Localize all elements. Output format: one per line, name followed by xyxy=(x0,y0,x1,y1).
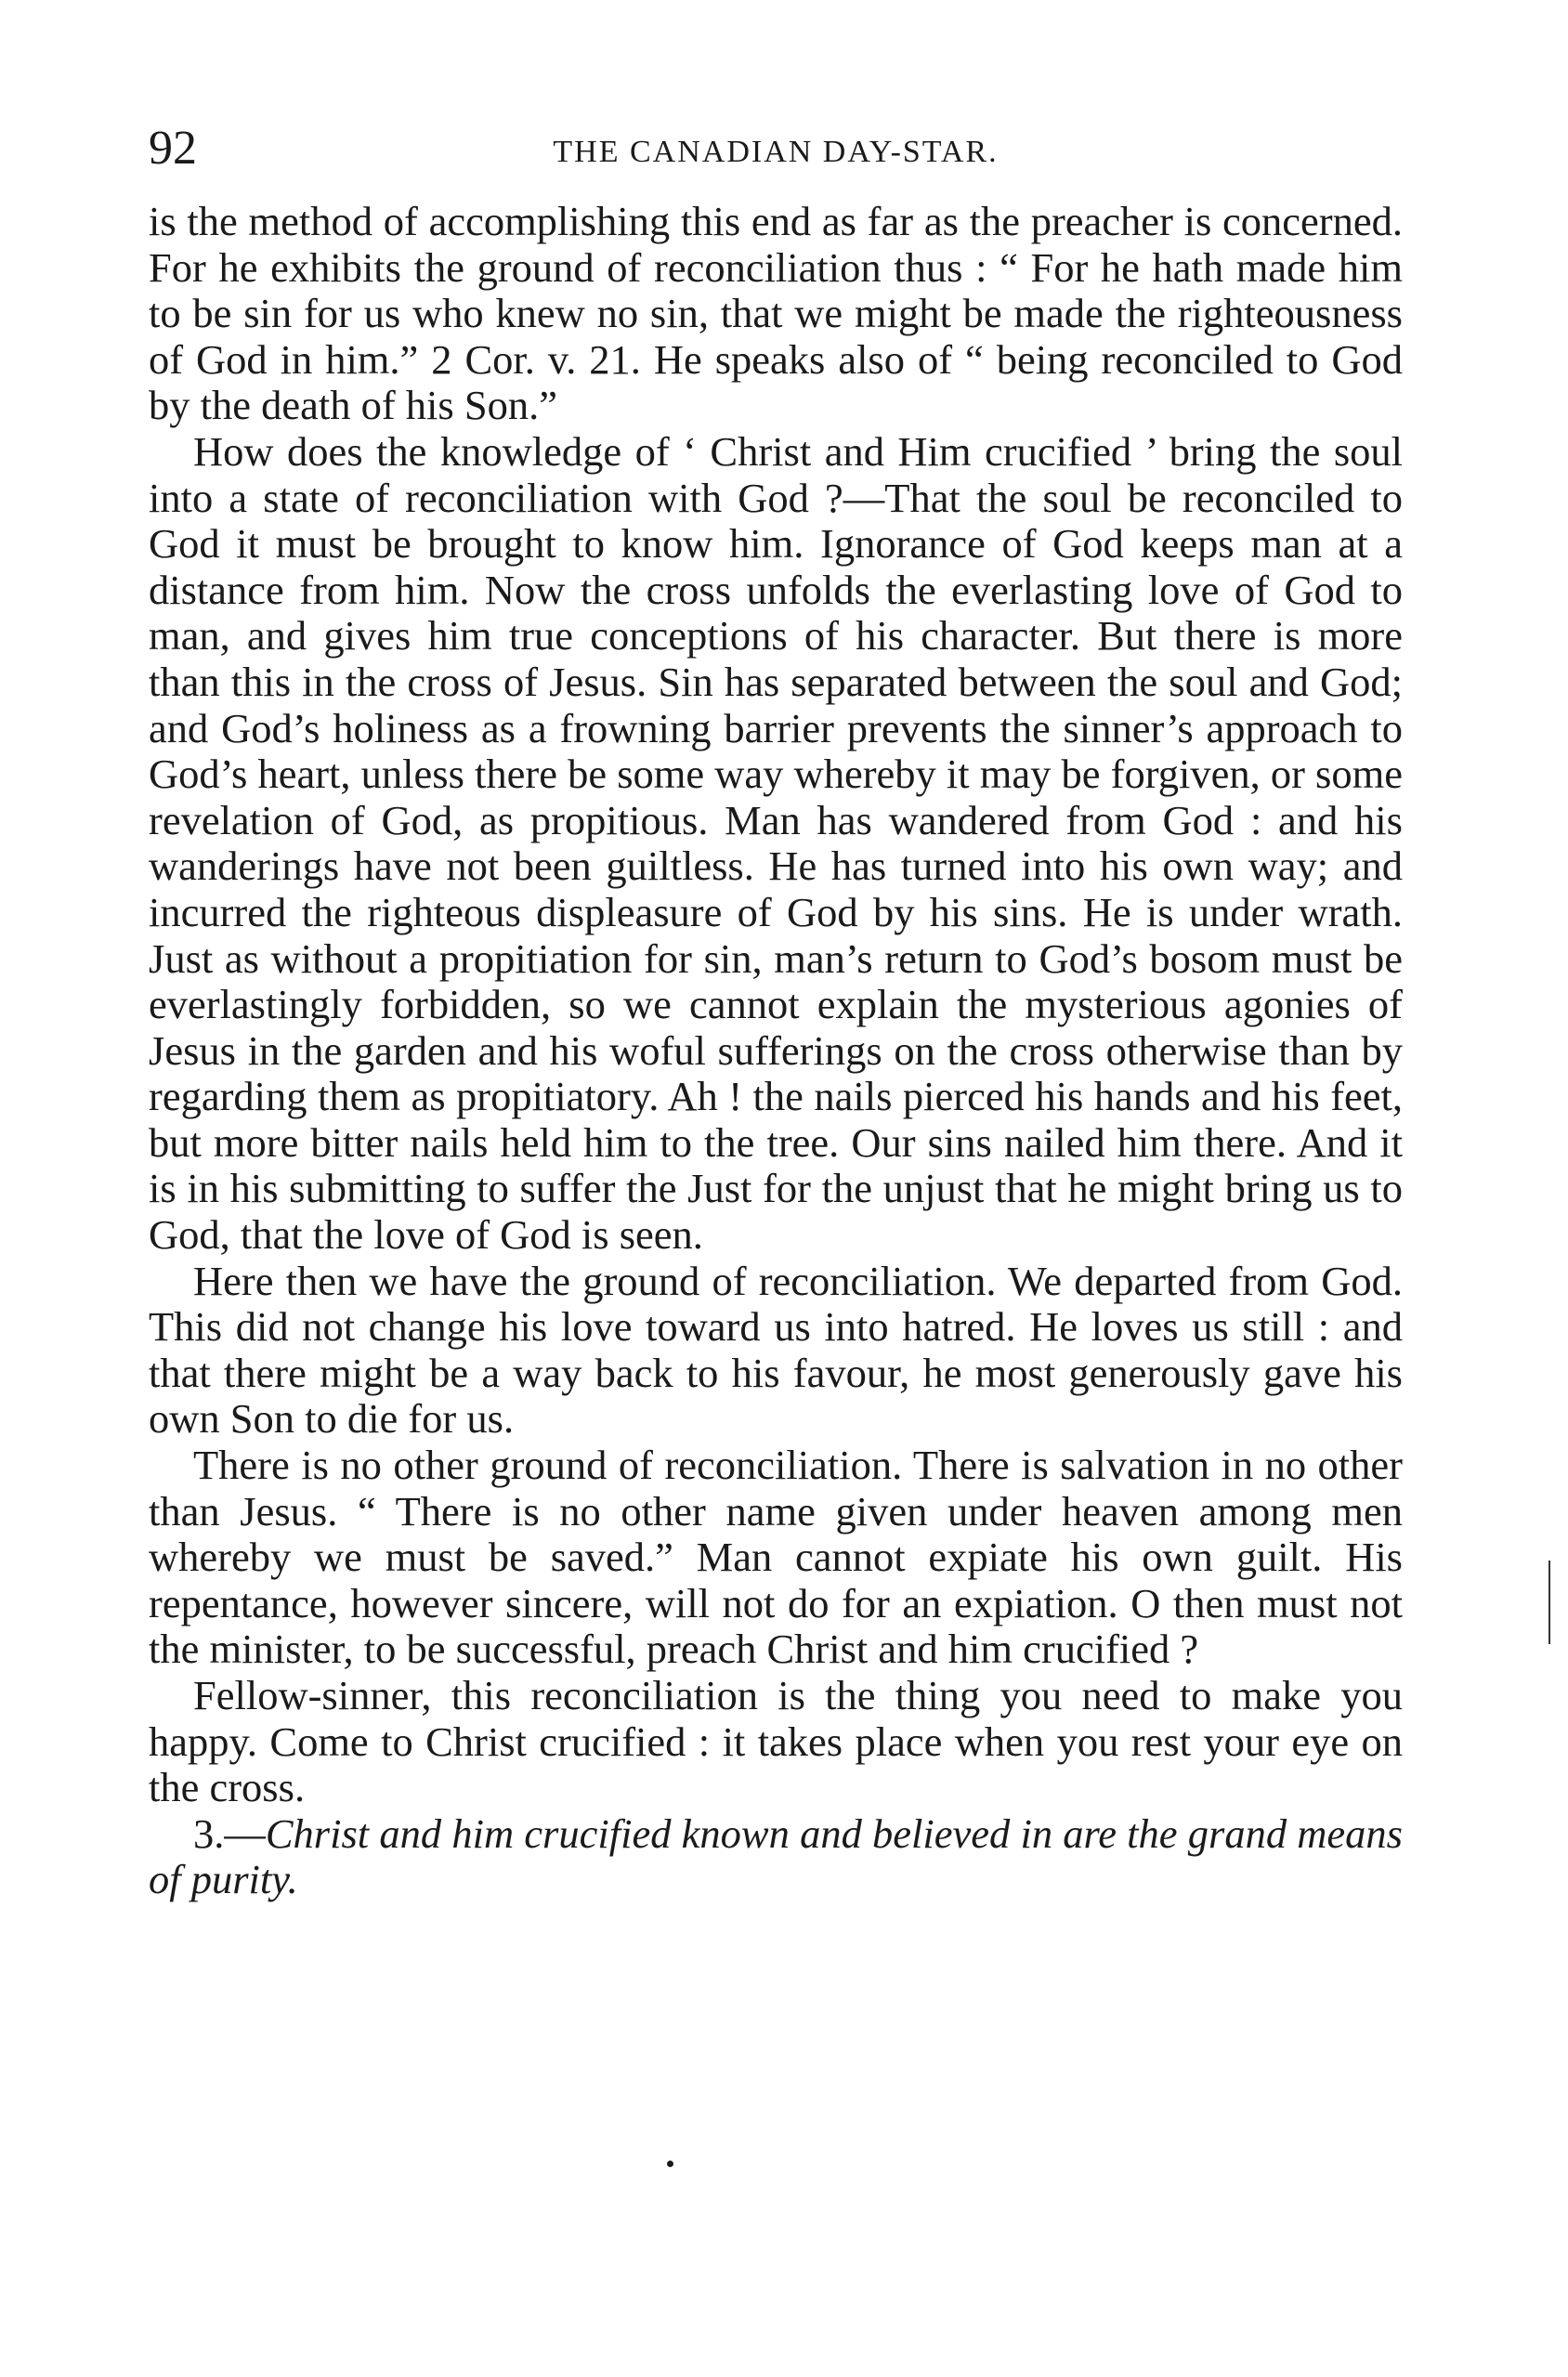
section-title: Christ and him crucified known and believed in are the grand means of purity. xyxy=(149,1809,1403,1903)
paragraph: There is no other ground of reconciliation. There is salvation in no other than Jesus. “ There is no other name given under heaven among men whereby we must be saved.” Man cannot expiate his own guilt. His repentance, however sincere, will not do for an expiation. O then must not the minister, to be successful, preach Christ and him crucified ? xyxy=(149,1442,1403,1673)
page-number: 92 xyxy=(149,122,197,175)
paragraph: How does the knowledge of ‘ Christ and Him crucified ’ bring the soul into a state of reconciliation with God ?—That the soul be reconciled to God it must be brought to know him. Ignorance of God keeps man at a distance from him. Now the cross unfolds the everlasting love of God to man, and gives him true conceptions of his character. But there is more than this in the cross of Jesus. Sin has separated between the soul and God; and God’s holiness as a frowning barrier prevents the sinner’s approach to God’s heart, unless there be some way whereby it may be forgiven, or some revelation of God, as propitious. Man has wandered from God : and his wanderings have not been guiltless. He has turned into his own way; and incurred the righteous displeasure of God by his sins. He is under wrath. Just as without a propitiation for sin, man’s return to God’s bosom must be everlastingly forbidden, so we cannot explain the mysterious agonies of Jesus in the garden and his woful sufferings on the cross otherwise than by regarding them as propitiatory. Ah ! the nails pierced his hands and his feet, but more bitter nails held him to the tree. Our sins nailed him there. And it is in his submitting to suffer the Just for the unjust that he might bring us to God, that the love of God is seen. xyxy=(149,427,1403,1259)
section-number: 3.— xyxy=(193,1809,266,1857)
paragraph-continuation: is the method of accomplishing this end as far as the preacher is concerned. For he exhibits the ground of reconciliation thus : “ For he hath made him to be sin for us who knew no sin, that we might be made the righteousness of God in him.” 2 Cor. v. 21. He speaks also of “ being reconciled to God by the death of his Son.” xyxy=(149,198,1403,429)
body-text xyxy=(149,199,1403,1903)
paragraph: Fellow-sinner, this reconciliation is the thing you need to make you happy. Come to Christ crucified : it takes place when you rest your eye on the cross. xyxy=(149,1672,1403,1811)
book-page xyxy=(149,121,1403,1903)
margin-rule xyxy=(1548,1561,1550,1644)
paragraph: Here then we have the ground of reconciliation. We departed from God. This did not change his love toward us into hatred. He loves us still : and that there might be a way back to his favour, he most generously gave his own Son to die for us. xyxy=(149,1257,1403,1443)
print-mark xyxy=(667,2161,673,2167)
running-head: THE CANADIAN DAY-STAR. xyxy=(553,135,999,169)
section-heading xyxy=(149,1811,1403,1903)
page-header xyxy=(149,121,1403,195)
